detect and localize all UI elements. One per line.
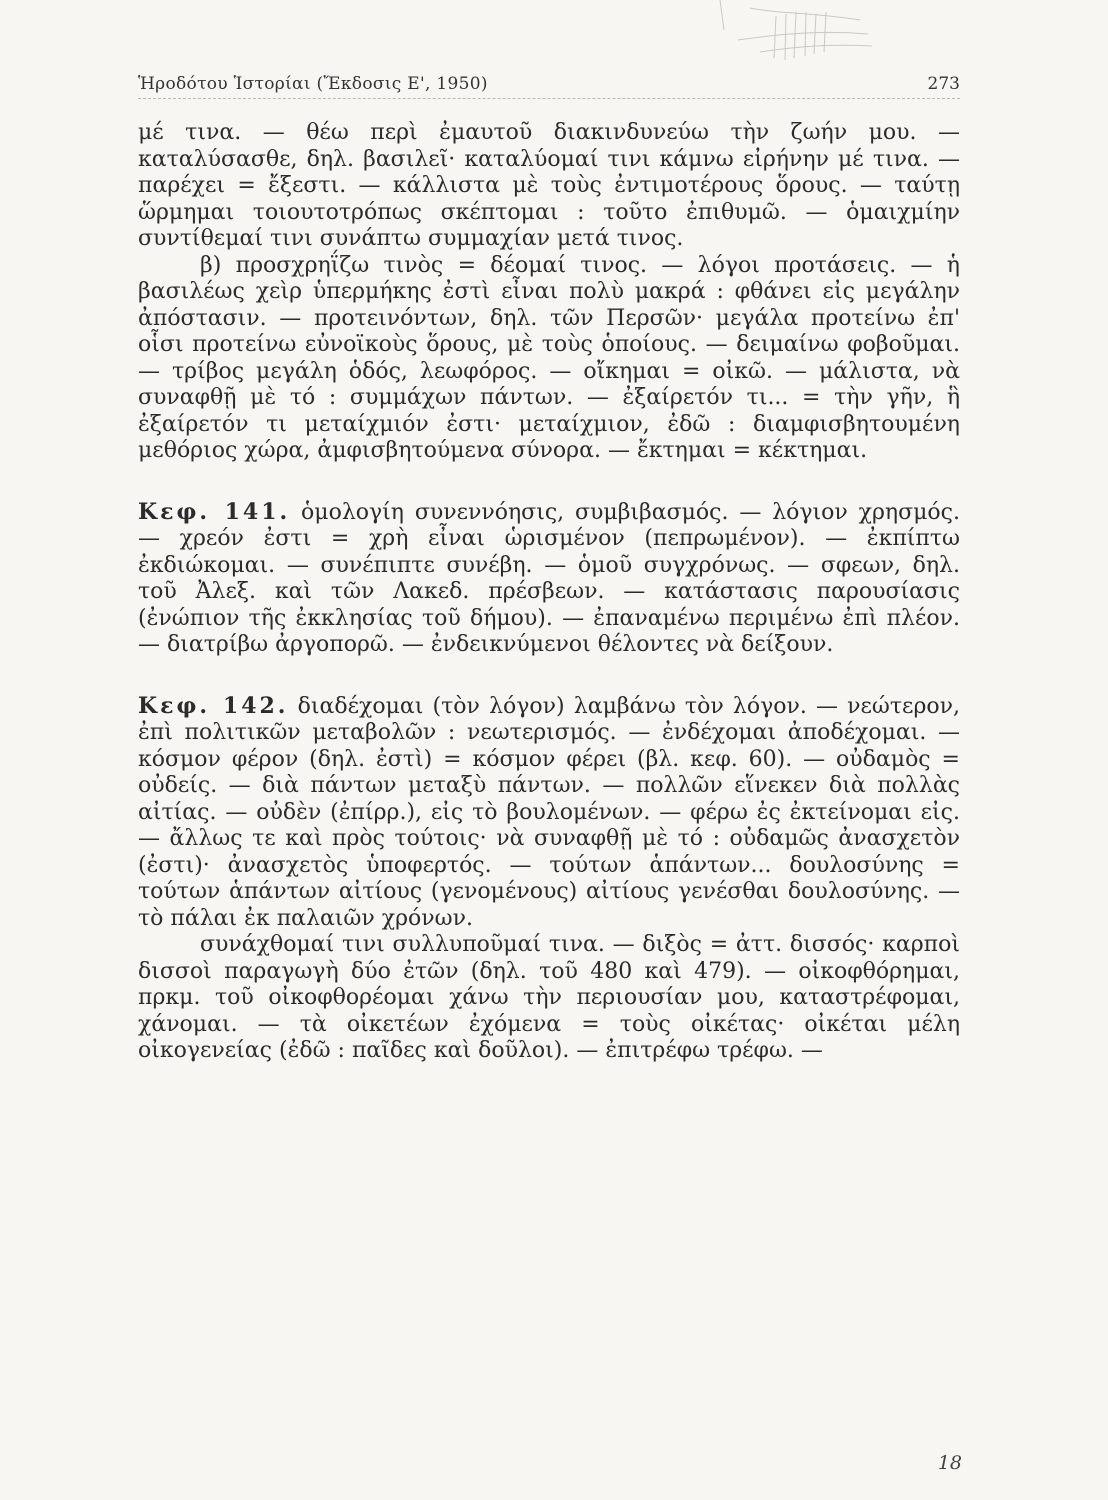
chapter-141-text: ὁμολογίη συνεννόησις, συμβιβασμός. — λόγιον χρησμός. — χρεόν ἐστι = χρὴ εἶναι ὡρισμένον (πεπρωμένον). — ἐκπίπτω ἐκδιώκομαι. — συνέπιπτε συνέβη. — ὁμοῦ συγχρόνως. — σφεων, δηλ. τοῦ Ἀλεξ. καὶ τῶν Λακεδ. πρέσβεων. — κατάστασις παρουσίασις (ἐνώπιον τῆς ἐκκλησίας τοῦ δήμου). — ἐπαναμένω περιμένω ἐπὶ πλέον. — διατρίβω ἀργοπορῶ. — ἐνδεικνύμενοι θέλοντες νὰ δείξουν.	[138, 499, 960, 657]
paragraph-5: συνάχθομαί τινι συλλυποῦμαί τινα. — διξὸς = ἀττ. δισσός· καρποὶ δισσοὶ παραγωγὴ δύο ἐτῶν (δηλ. τοῦ 480 καὶ 479). — οἰκοφθόρημαι, πρκμ. τοῦ οἰκοφθορέομαι χάνω τὴν περιουσίαν μου, καταστρέφομαι, χάνομαι. — τὰ οἰκετέων ἐχόμενα = τοὺς οἰκέτας· οἰκέται μέλη οἰκογενείας (ἐδῶ : παῖδες καὶ δοῦλοι). — ἐπιτρέφω τρέφω. —	[138, 932, 960, 1063]
chapter-142-label: Κεφ. 142.	[138, 692, 289, 719]
paragraph-1: μέ τινα. — θέω περὶ ἐμαυτοῦ διακινδυνεύω τὴν ζωήν μου. — καταλύσασθε, δηλ. βασιλεῖ· καταλύομαί τινι κάμνω εἰρήνην μέ τινα. — παρέχει = ἔξεστι. — κάλλιστα μὲ τοὺς ἐντιμοτέρους ὅρους. — ταύτῃ ὥρμημαι τοιουτοτρόπως σκέπτομαι : τοῦτο ἐπιθυμῶ. — ὁμαιχμίην συντίθεμαί τινι συνάπτω συμμαχίαν μετά τινος.	[138, 120, 960, 251]
page-number: 273	[927, 74, 960, 94]
chapter-142	[138, 693, 960, 933]
chapter-142-text: διαδέχομαι (τὸν λόγον) λαμβάνω τὸν λόγον. — νεώτερον, ἐπὶ πολιτικῶν μεταβολῶν : νεωτερισμός. — ἐνδέχομαι ἀποδέχομαι. — κόσμον φέρον (δηλ. ἐστὶ) = κόσμον φέρει (βλ. κεφ. 60). — οὐδαμὸς = οὐδείς. — διὰ πάντων μεταξὺ πάντων. — πολλῶν εἵνεκεν διὰ πολλὰς αἰτίας. — οὐδὲν (ἐπίρρ.), εἰς τὸ βουλομένων. — φέρω ἐς ἐκτείνομαι εἰς. — ἄλλως τε καὶ πρὸς τούτοις· νὰ συναφθῇ μὲ τό : οὐδαμῶς ἀνασχετὸν (ἐστι)· ἀνασχετὸς ὑποφερτός. — τούτων ἁπάντων... δουλοσύνης = τούτων ἁπάντων αἰτίους (γενομένους) αἰτίους γενέσθαι δουλοσύνης. — τὸ πάλαι ἐκ παλαιῶν χρόνων.	[138, 693, 960, 931]
printer-signature: 18	[937, 1452, 962, 1474]
pencil-marks	[690, 0, 880, 72]
chapter-141	[138, 499, 960, 659]
chapter-141-label: Κεφ. 141.	[138, 498, 291, 525]
running-title: Ἡροδότου Ἱστορίαι (Ἔκδοσις Ε', 1950)	[138, 74, 488, 94]
paragraph-2: β) προσχρηΐζω τινὸς = δέομαί τινος. — λόγοι προτάσεις. — ἡ βασιλέως χεὶρ ὑπερμήκης ἐστὶ εἶναι πολὺ μακρά : φθάνει εἰς μεγάλην ἀπόστασιν. — προτεινόντων, δηλ. τῶν Περσῶν· μεγάλα προτείνω ἐπ' οἷσι προτείνω εὐνοϊκοὺς ὅρους, μὲ τοὺς ὁποίους. — δειμαίνω φοβοῦμαι. — τρίβος μεγάλη ὁδός, λεωφόρος. — οἴκημαι = οἰκῶ. — μάλιστα, νὰ συναφθῇ μὲ τό : συμμάχων πάντων. — ἐξαίρετόν τι... = τὴν γῆν, ἣ ἐξαίρετόν τι μεταίχμιόν ἐστι· μεταίχμιον, ἐδῶ : διαμφισβητουμένη μεθόριος χώρα, ἀμφισβητούμενα σύνορα. — ἔκτημαι = κέκτημαι.	[138, 252, 960, 463]
commentary-text	[138, 120, 960, 1065]
running-header	[138, 72, 960, 99]
